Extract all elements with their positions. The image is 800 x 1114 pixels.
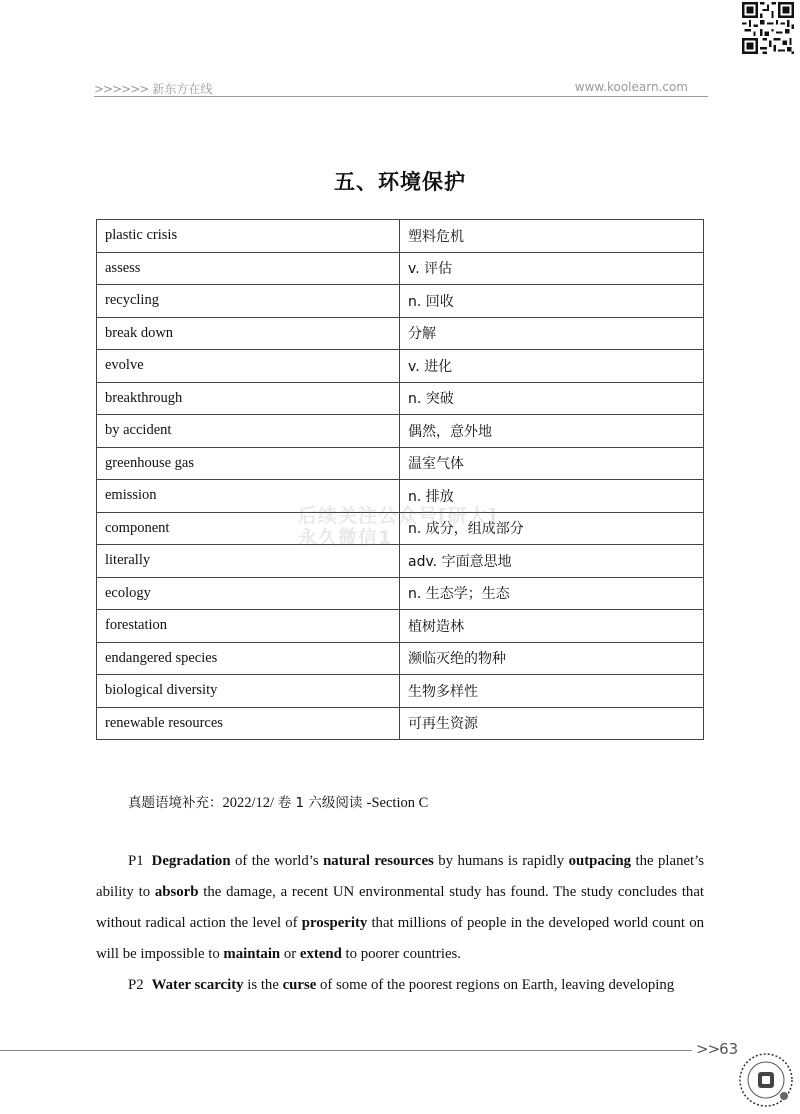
keyword: prosperity	[301, 915, 368, 931]
term-chinese: 偶然，意外地	[400, 415, 704, 448]
paragraph-number: P2	[128, 977, 144, 993]
table-row	[97, 642, 704, 675]
text-segment: the damage, a recent UN environmental study has found. The study concludes that without radical action the level of	[96, 884, 705, 931]
table-row	[97, 447, 704, 480]
header-divider	[94, 96, 708, 97]
term-chinese: adv. 字面意思地	[400, 545, 704, 578]
term-english: component	[97, 512, 400, 545]
supplement-label: 真题语境补充：	[128, 795, 223, 811]
term-english: biological diversity	[97, 675, 400, 708]
table-row	[97, 317, 704, 350]
table-row	[97, 577, 704, 610]
page-number	[696, 1040, 738, 1058]
term-chinese: n. 回收	[400, 285, 704, 318]
table-row	[97, 675, 704, 708]
term-english: greenhouse gas	[97, 447, 400, 480]
term-english: recycling	[97, 285, 400, 318]
table-row	[97, 480, 704, 513]
term-chinese: n. 生态学；生态	[400, 577, 704, 610]
watermark-line-2: 永久微信1	[298, 527, 393, 549]
keyword: absorb	[154, 884, 199, 900]
text-segment: of some of the poorest regions on Earth, leaving developing	[316, 977, 675, 993]
qr-code-icon	[740, 0, 796, 56]
term-chinese: v. 进化	[400, 350, 704, 383]
footer-divider	[0, 1050, 692, 1051]
header-website: www.koolearn.com	[574, 80, 688, 94]
text-segment: by humans is rapidly	[433, 853, 569, 869]
text-segment: to poorer countries.	[341, 946, 461, 962]
table-row	[97, 512, 704, 545]
term-english: endangered species	[97, 642, 400, 675]
paragraph-number: P1	[128, 853, 144, 869]
term-english: by accident	[97, 415, 400, 448]
text-segment: that millions of people in the developed world count on will be impossible to	[96, 915, 704, 962]
table-row	[97, 285, 704, 318]
term-chinese: 温室气体	[400, 447, 704, 480]
keyword: maintain	[223, 946, 281, 962]
term-chinese: 植树造林	[400, 610, 704, 643]
term-english: forestation	[97, 610, 400, 643]
term-english: ecology	[97, 577, 400, 610]
watermark-line-1: 后续关注公众号[研大]	[298, 505, 498, 527]
passage-paragraph-1	[96, 846, 704, 970]
paragraph-body	[152, 977, 675, 993]
supplement-volume: 卷 1	[277, 795, 309, 811]
header-arrows: >>>>>>	[94, 82, 149, 96]
term-english: literally	[97, 545, 400, 578]
term-chinese: 分解	[400, 317, 704, 350]
section-title: 五、环境保护	[334, 170, 466, 194]
term-english: plastic crisis	[97, 220, 400, 253]
supplement-section: -Section C	[366, 795, 429, 811]
keyword: outpacing	[568, 853, 632, 869]
term-chinese: 生物多样性	[400, 675, 704, 708]
supplement-date: 2022/12/	[222, 795, 278, 811]
keyword: curse	[282, 977, 317, 993]
table-row	[97, 220, 704, 253]
context-supplement	[128, 791, 428, 812]
text-segment: or	[280, 946, 300, 962]
term-english: assess	[97, 252, 400, 285]
term-english: breakthrough	[97, 382, 400, 415]
page-number-arrows: >>	[696, 1040, 720, 1058]
table-row	[97, 382, 704, 415]
header-brand-text: 新东方在线	[152, 82, 213, 96]
text-segment: of the world’s	[230, 853, 324, 869]
page-number-value: 63	[719, 1040, 739, 1058]
keyword: extend	[299, 946, 342, 962]
table-row	[97, 610, 704, 643]
vocabulary-table	[96, 219, 704, 740]
term-english: emission	[97, 480, 400, 513]
term-chinese: n. 排放	[400, 480, 704, 513]
term-chinese: n. 突破	[400, 382, 704, 415]
seal-logo-icon	[738, 1052, 794, 1108]
table-row	[97, 415, 704, 448]
passage-paragraph-2	[96, 970, 704, 1001]
term-chinese: 塑料危机	[400, 220, 704, 253]
keyword: Water scarcity	[151, 977, 244, 993]
text-segment: is the	[243, 977, 283, 993]
keyword: natural resources	[323, 853, 434, 869]
term-chinese: n. 成分，组成部分	[400, 512, 704, 545]
term-chinese: 濒临灭绝的物种	[400, 642, 704, 675]
term-chinese: v. 评估	[400, 252, 704, 285]
paragraph-body	[96, 853, 704, 962]
term-english: break down	[97, 317, 400, 350]
vocabulary-table-body	[97, 220, 704, 740]
table-row	[97, 252, 704, 285]
table-row	[97, 350, 704, 383]
table-row	[97, 707, 704, 740]
term-english: renewable resources	[97, 707, 400, 740]
keyword: Degradation	[151, 853, 231, 869]
header-brand	[94, 80, 212, 97]
table-row	[97, 545, 704, 578]
term-english: evolve	[97, 350, 400, 383]
text-segment: the planet’s ability to	[96, 853, 705, 900]
term-chinese: 可再生资源	[400, 707, 704, 740]
supplement-exam: 六级阅读	[308, 795, 367, 811]
